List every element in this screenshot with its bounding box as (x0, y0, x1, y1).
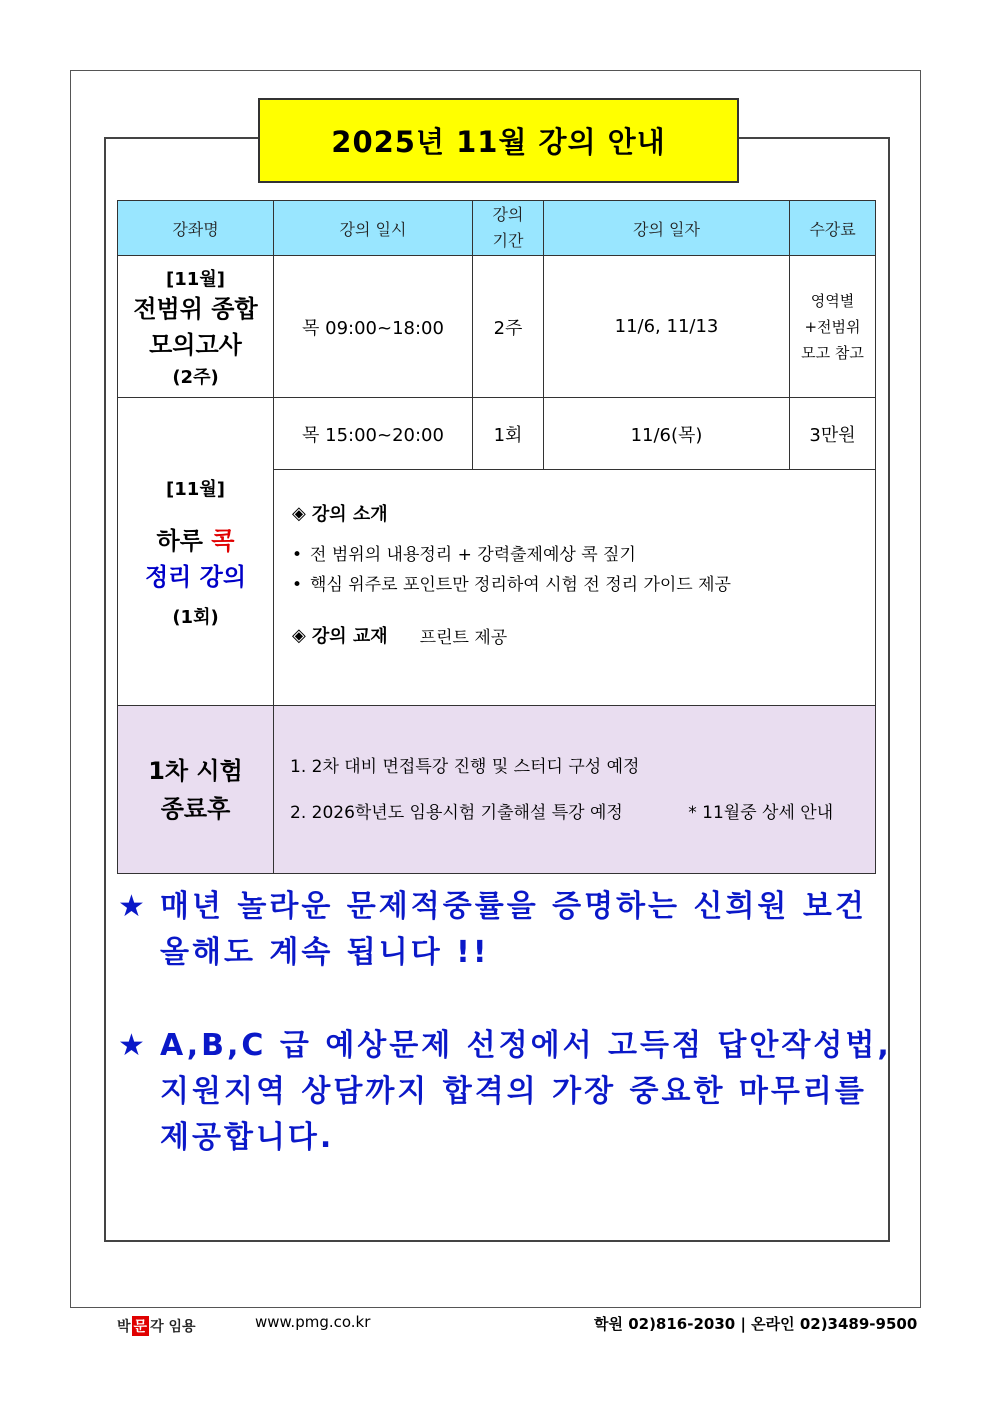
banner-accuracy (118, 884, 867, 976)
course2-name-count: (1회) (172, 606, 219, 628)
course2-period: 1회 (473, 398, 544, 470)
course2-name (118, 398, 274, 706)
course1-name-line: 전범위 종합 (133, 294, 258, 323)
header-fee: 수강료 (790, 201, 876, 256)
course1-name-line: [11월] (166, 268, 225, 290)
footer-website[interactable]: www.pmg.co.kr (255, 1313, 371, 1331)
banner-text: 매년 놀라운 문제적중률을 증명하는 신희원 보건 (160, 889, 867, 924)
course2-dates: 11/6(목) (544, 398, 790, 470)
list-item: • 전 범위의 내용정리 + 강력출제예상 콕 짚기 (292, 540, 875, 570)
course3-details (274, 706, 876, 874)
star-icon: ★ (118, 1028, 148, 1063)
course3-item: 2. 2026학년도 임용시험 기출해설 특강 예정 (290, 802, 623, 823)
header-period-line2: 기간 (492, 231, 524, 250)
course2-name-line1 (118, 523, 273, 559)
banner-text: 제공합니다. (160, 1120, 335, 1155)
course2-name-line2: 정리 강의 (144, 562, 247, 591)
course1-fee-line: 모고 참고 (801, 343, 864, 362)
course1-name-line: (2주) (172, 366, 219, 388)
page-title: 2025년 11월 강의 안내 (258, 98, 739, 183)
banner-text: 올해도 계속 됩니다 !! (160, 935, 490, 970)
course2-description (274, 470, 876, 706)
table-row (118, 256, 876, 398)
table-row (118, 706, 876, 874)
list-item: • 핵심 위주로 포인트만 정리하여 시험 전 정리 가이드 제공 (292, 570, 875, 600)
course2-schedule: 목 15:00~20:00 (274, 398, 473, 470)
course1-name-line: 모의고사 (149, 330, 242, 359)
header-period-line1: 강의 (492, 205, 524, 224)
course1-fee-line: 영역별 (810, 291, 855, 310)
course2-name-highlight: 콕 (211, 526, 235, 555)
banner-line (118, 884, 867, 930)
banner-line (118, 1023, 892, 1069)
intro-heading-text: 강의 소개 (311, 504, 388, 525)
course-table (117, 200, 876, 874)
diamond-bullet-icon: ◈ (292, 502, 306, 524)
course1-dates: 11/6, 11/13 (544, 256, 790, 398)
logo-text: 박 (117, 1319, 131, 1335)
header-course-name: 강좌명 (118, 201, 274, 256)
star-icon: ★ (118, 889, 148, 924)
course3-note: * 11월중 상세 안내 (688, 802, 834, 823)
header-schedule: 강의 일시 (274, 201, 473, 256)
table-row (118, 398, 876, 470)
course3-name-line: 종료후 (160, 794, 231, 823)
logo-text: 각 임용 (150, 1319, 196, 1335)
course2-fee: 3만원 (790, 398, 876, 470)
textbook-heading-text: 강의 교재 (311, 626, 388, 647)
intro-list (292, 540, 875, 600)
course1-name (118, 256, 274, 398)
course1-period: 2주 (473, 256, 544, 398)
course3-item: 1. 2차 대비 면접특강 진행 및 스터디 구성 예정 (290, 756, 640, 777)
banner-text: 지원지역 상담까지 합격의 가장 중요한 마무리를 (160, 1074, 867, 1109)
header-dates: 강의 일자 (544, 201, 790, 256)
footer-contact: 학원 02)816-2030 | 온라인 02)3489-9500 (594, 1315, 918, 1333)
table-header-row (118, 201, 876, 256)
header-period (473, 201, 544, 256)
intro-heading (292, 500, 875, 526)
course1-fee (790, 256, 876, 398)
logo-box: 문 (132, 1316, 150, 1336)
diamond-bullet-icon: ◈ (292, 624, 306, 646)
course1-fee-line: +전범위 (804, 317, 861, 336)
course3-item-row (290, 790, 875, 836)
banner-text: A,B,C 급 예상문제 선정에서 고득점 답안작성법, (160, 1028, 892, 1063)
course2-name-text: 하루 (156, 526, 212, 555)
textbook-value: 프린트 제공 (419, 627, 508, 648)
course3-name (118, 706, 274, 874)
publisher-logo (117, 1316, 196, 1336)
banner-service (118, 1023, 892, 1161)
course2-name-bracket: [11월] (166, 478, 225, 500)
course3-name-line: 1차 시험 (148, 756, 243, 785)
textbook-heading (292, 622, 875, 648)
course1-schedule: 목 09:00~18:00 (274, 256, 473, 398)
